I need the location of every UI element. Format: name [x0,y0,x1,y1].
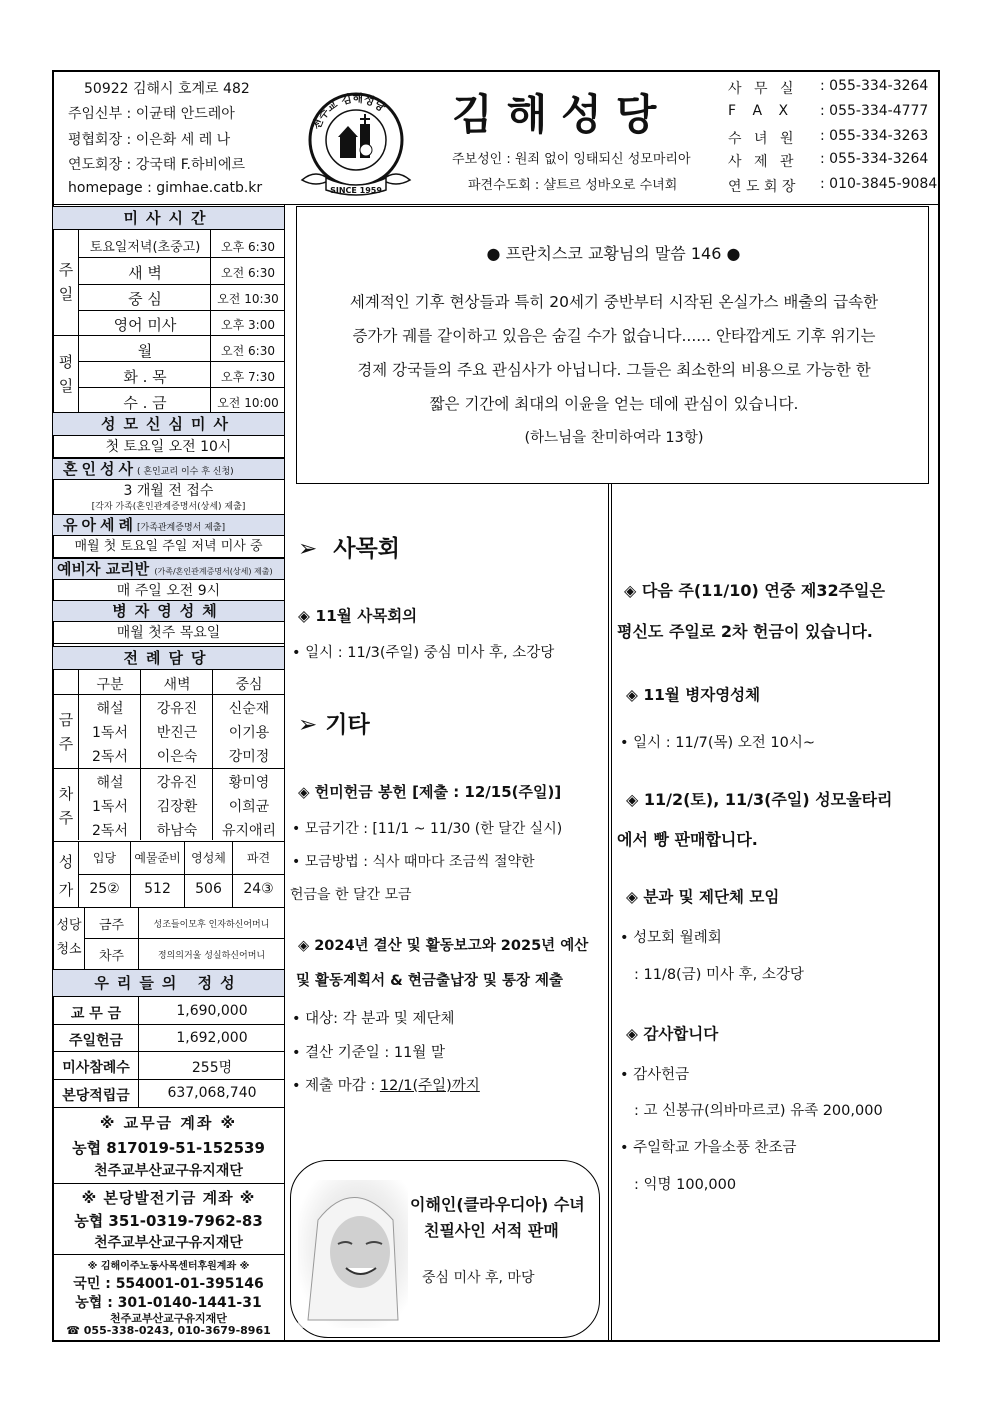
pope-quote-title: ● 프란치스코 교황님의 말씀 146 ● [486,244,741,263]
logo-since: SINCE 1959 [330,186,382,195]
offering-label: 본당적립금 [62,1088,130,1104]
contact-label: F A X [728,103,795,119]
book-sale-author: 이해인(클라우디아) 수녀 [410,1195,585,1214]
liturgy-col-header: 새벽 [163,677,191,693]
liturgy-role: 해설 [96,701,124,717]
quote-line: 짧은 기간에 최대의 이윤을 얻는 데에 관심이 있습니다. [429,395,799,413]
settlement-target: • 대상: 각 분과 및 제단체 [292,1011,455,1027]
infant-title: 유아세례 [63,516,137,534]
choir-label: 성가 [58,853,74,899]
sick-communion-notice: ◈ 11월 병자영성체 [626,686,761,704]
nun-portrait [298,1180,408,1328]
account2-owner: 천주교부산교구유지재단 [94,1235,243,1251]
marian-mass-heading: 성모신심미사 [53,412,284,436]
weekday-label: 평일 [58,353,74,395]
sunday-label: 주일 [58,261,74,303]
mass-times-heading: 미사시간 [53,206,284,230]
address: 50922 김해시 호계로 482 [84,81,250,97]
catechumen-time: 매 주일 오전 9시 [53,580,284,602]
account2-number: 농협 351-0319-7962-83 [74,1212,263,1230]
rice-offering-title: ◈ 헌미헌금 봉헌 [제출 : 12/15(주일)] [298,783,562,801]
liturgy-person: 김장환 [156,799,198,815]
contact-value: : 055-334-3263 [820,128,929,144]
contact-label: 연 도 회 장 [728,179,796,195]
catechumen-heading [53,558,284,580]
section-title: 사목회 [333,536,400,562]
sick-communion-date: • 일시 : 11/7(목) 오전 10시~ [620,735,816,751]
rice-offering-period: • 모금기간 : [11/1 ~ 11/30 (한 달간 실시) [292,821,563,837]
council-chair: 평협회장 : 이은화 세 레 나 [68,132,231,148]
choir-hymn-number: 25② [89,881,120,897]
quote-line: 세계적인 기후 현상들과 특히 20세기 중반부터 시작된 온실가스 배출의 급속한 [349,293,879,311]
logo-text: 천주교 김해성당 [309,91,388,132]
choir-col-header: 예물준비 [134,851,181,865]
page-title: 김해성당 [452,90,671,139]
wedding-note: ( 혼인교리 이수 후 신청) [136,467,234,477]
union-chair: 연도회장 : 강국태 F.하비에르 [68,157,246,173]
liturgy-heading: 전례담당 [53,646,284,670]
pope-quote-box [296,206,929,484]
wedding-docs: [각자 가족(혼인관계증명서(상세) 제출] [91,502,246,512]
liturgy-role: 1독서 [92,725,128,741]
thanks-title: ◈ 감사합니다 [626,1025,719,1043]
liturgy-person: 강유진 [156,701,198,717]
infant-note: [가족관계증명서 제출] [136,523,226,533]
header-divider [53,204,939,205]
settlement-base-date: • 결산 기준일 : 11월 말 [292,1045,445,1061]
mass-time: 오전 6:30 [221,266,275,280]
rice-offering-method: • 모금방법 : 식사 때마다 조금씩 절약한 [292,854,535,870]
section-pastoral-council [298,530,400,563]
liturgy-col-header: 중심 [235,677,263,693]
deadline-label: • 제출 마감 : [292,1078,380,1094]
homepage-link[interactable]: homepage : gimhae.catb.kr [68,180,263,196]
marian-mass-time: 첫 토요일 오전 10시 [53,436,284,458]
infant-baptism-heading [53,514,284,536]
mass-time: 오전 10:30 [217,292,279,306]
settlement-deadline [292,1074,480,1095]
this-week-label: 금주 [58,711,74,753]
pope-quote-body [311,285,917,455]
cleaning-week: 금주 [98,918,125,933]
account1-owner: 천주교부산교구유지재단 [94,1163,243,1179]
cleaning-group: 성조들이모후 인자하신어머니 [153,920,270,930]
wedding-title: 혼인성사 [63,460,137,478]
thanks-item: • 감사헌금 [620,1067,690,1083]
cleaning-label: 성당청소 [56,918,82,957]
mass-time: 오후 6:30 [221,240,275,254]
mass-name: 영어 미사 [113,316,177,334]
laity-sunday-notice-line1: ◈ 다음 주(11/10) 연중 제32주일은 [624,581,885,600]
mass-name: 토요일저녁(초중고) [89,240,201,255]
account1-number: 농협 817019-51-152539 [72,1139,265,1157]
mass-name: 화 . 목 [123,368,167,386]
contact-value: : 055-334-4777 [820,103,929,119]
liturgy-role: 1독서 [92,799,128,815]
account3-phone: ☎ 055-338-0243, 010-3679-8961 [66,1324,271,1337]
mission-order: 파견수도회 : 샬트르 성바오로 수녀회 [468,178,678,193]
book-sale-time: 중심 미사 후, 마당 [422,1270,535,1286]
liturgy-role: 2독서 [92,749,128,765]
parish-logo [296,90,416,200]
mass-time: 오후 7:30 [221,370,275,384]
cleaning-week: 차주 [98,949,125,964]
liturgy-person: 이은숙 [156,749,198,765]
contact-value: : 055-334-3264 [820,151,929,167]
pastor: 주임신부 : 이균태 안드레아 [68,106,235,122]
liturgy-role: 해설 [96,775,124,791]
account1-title: ※ 교무금 계좌 ※ [99,1114,238,1132]
group-meeting-item: • 성모회 월례회 [620,930,722,946]
offering-label: 교 무 금 [70,1006,122,1022]
liturgy-person: 이기용 [228,725,270,741]
offering-value: 637,068,740 [167,1085,257,1101]
quote-line: 증가가 궤를 같이하고 있음은 숨길 수가 없습니다...... 안타깝게도 기후 위기는 [352,327,876,345]
mass-name: 월 [137,342,153,360]
contact-value: : 010-3845-9084 [820,176,938,192]
council-meeting-time: • 일시 : 11/3(주일) 중심 미사 후, 소강당 [292,645,555,661]
liturgy-person: 황미영 [228,775,270,791]
account2-title: ※ 본당발전기금 계좌 ※ [81,1189,256,1207]
patron-saint: 주보성인 : 원죄 없이 잉태되신 성모마리아 [452,152,691,167]
bread-sale-line1: ◈ 11/2(토), 11/3(주일) 성모울타리 [626,790,893,809]
prep-note: (가족/혼인관계증명서(상세) 제출) [154,567,273,576]
bread-sale-line2: 에서 빵 판매합니다. [617,830,758,849]
quote-source: (하느님을 찬미하여라 13항) [524,430,704,446]
thanks-detail: : 익명 100,000 [634,1177,737,1193]
arrow-icon: ➢ [298,536,318,562]
mass-name: 새 벽 [128,264,162,282]
sick-communion-heading: 병자영성체 [53,600,284,622]
quote-line: 경제 강국들의 주요 관심사가 아닙니다. 그들은 최소한의 비용으로 가능한 한 [357,361,871,379]
next-week-label: 차주 [58,785,74,827]
liturgy-person: 강미정 [228,749,270,765]
settlement-title-line2: 및 활동계획서 & 현금출납장 및 통장 제출 [296,973,564,989]
laity-sunday-notice-line2: 평신도 주일로 2차 헌금이 있습니다. [617,622,873,641]
contact-label: 사 무 실 [728,81,798,97]
mass-name: 수 . 금 [123,394,167,412]
liturgy-role: 2독서 [92,823,128,839]
group-meeting-time: : 11/8(금) 미사 후, 소강당 [634,967,804,983]
account3-number-kb: 국민 : 554001-01-395146 [73,1276,264,1292]
liturgy-person: 이희균 [228,799,270,815]
offering-label: 주일헌금 [68,1033,124,1049]
choir-col-header: 파견 [246,851,271,865]
account3-title: ※ 김해이주노동사목센터후원계좌 ※ [87,1261,250,1272]
group-meeting-title: ◈ 분과 및 제단체 모임 [626,888,780,906]
deadline-date: 12/1(주일)까지 [379,1078,480,1094]
thanks-detail: : 고 신봉규(의바마르코) 유족 200,000 [634,1103,883,1119]
section-misc [298,706,370,739]
liturgy-person: 유지애리 [221,823,277,839]
prep-title: 예비자 교리반 [57,560,150,578]
offering-heading: 우리들의 정성 [53,969,284,997]
liturgy-person: 신순재 [228,701,270,717]
mass-time: 오전 10:00 [217,396,279,410]
liturgy-person: 하남숙 [156,823,198,839]
mass-time: 오후 3:00 [221,318,275,332]
contact-label: 사 제 관 [728,154,798,170]
settlement-title-line1: ◈ 2024년 결산 및 활동보고와 2025년 예산 [298,938,589,954]
contact-value: : 055-334-3264 [820,78,929,94]
sick-communion-time: 매월 첫주 목요일 [53,622,284,644]
liturgy-col-header: 구분 [96,677,124,693]
thanks-item: • 주일학교 가을소풍 찬조금 [620,1140,797,1156]
choir-hymn-number: 512 [144,881,171,897]
liturgy-person: 반진근 [156,725,198,741]
infant-baptism-time: 매월 첫 토요일 주일 저녁 미사 중 [53,536,284,558]
rice-offering-method-cont: 헌금을 한 달간 모금 [290,887,412,903]
mass-time: 오전 6:30 [221,344,275,358]
wedding-heading [53,458,284,480]
choir-col-header: 입당 [92,851,117,865]
choir-col-header: 영성체 [191,851,226,865]
offering-value: 1,690,000 [176,1003,248,1019]
contact-label: 수 녀 원 [728,131,798,147]
book-sale-title: 친필사인 서적 판매 [424,1221,559,1240]
offering-value: 255명 [191,1060,233,1076]
offering-label: 미사참례수 [62,1060,130,1076]
account3-owner: 천주교부산교구유지재단 [110,1312,227,1325]
section-title: 기타 [325,712,370,738]
council-meeting-title: ◈ 11월 사목회의 [298,607,418,625]
liturgy-person: 강유진 [156,775,198,791]
account3-number-nh: 농협 : 301-0140-1441-31 [75,1295,262,1311]
offering-value: 1,692,000 [176,1030,248,1046]
choir-hymn-number: 24③ [243,881,274,897]
choir-hymn-number: 506 [195,881,222,897]
arrow-icon: ➢ [298,712,318,738]
wedding-value: 3 개월 전 접수 [123,483,214,499]
cleaning-group: 정의의거울 성실하신어머니 [157,951,266,961]
mass-name: 중 심 [128,290,162,308]
sidebar-divider [284,204,285,1341]
